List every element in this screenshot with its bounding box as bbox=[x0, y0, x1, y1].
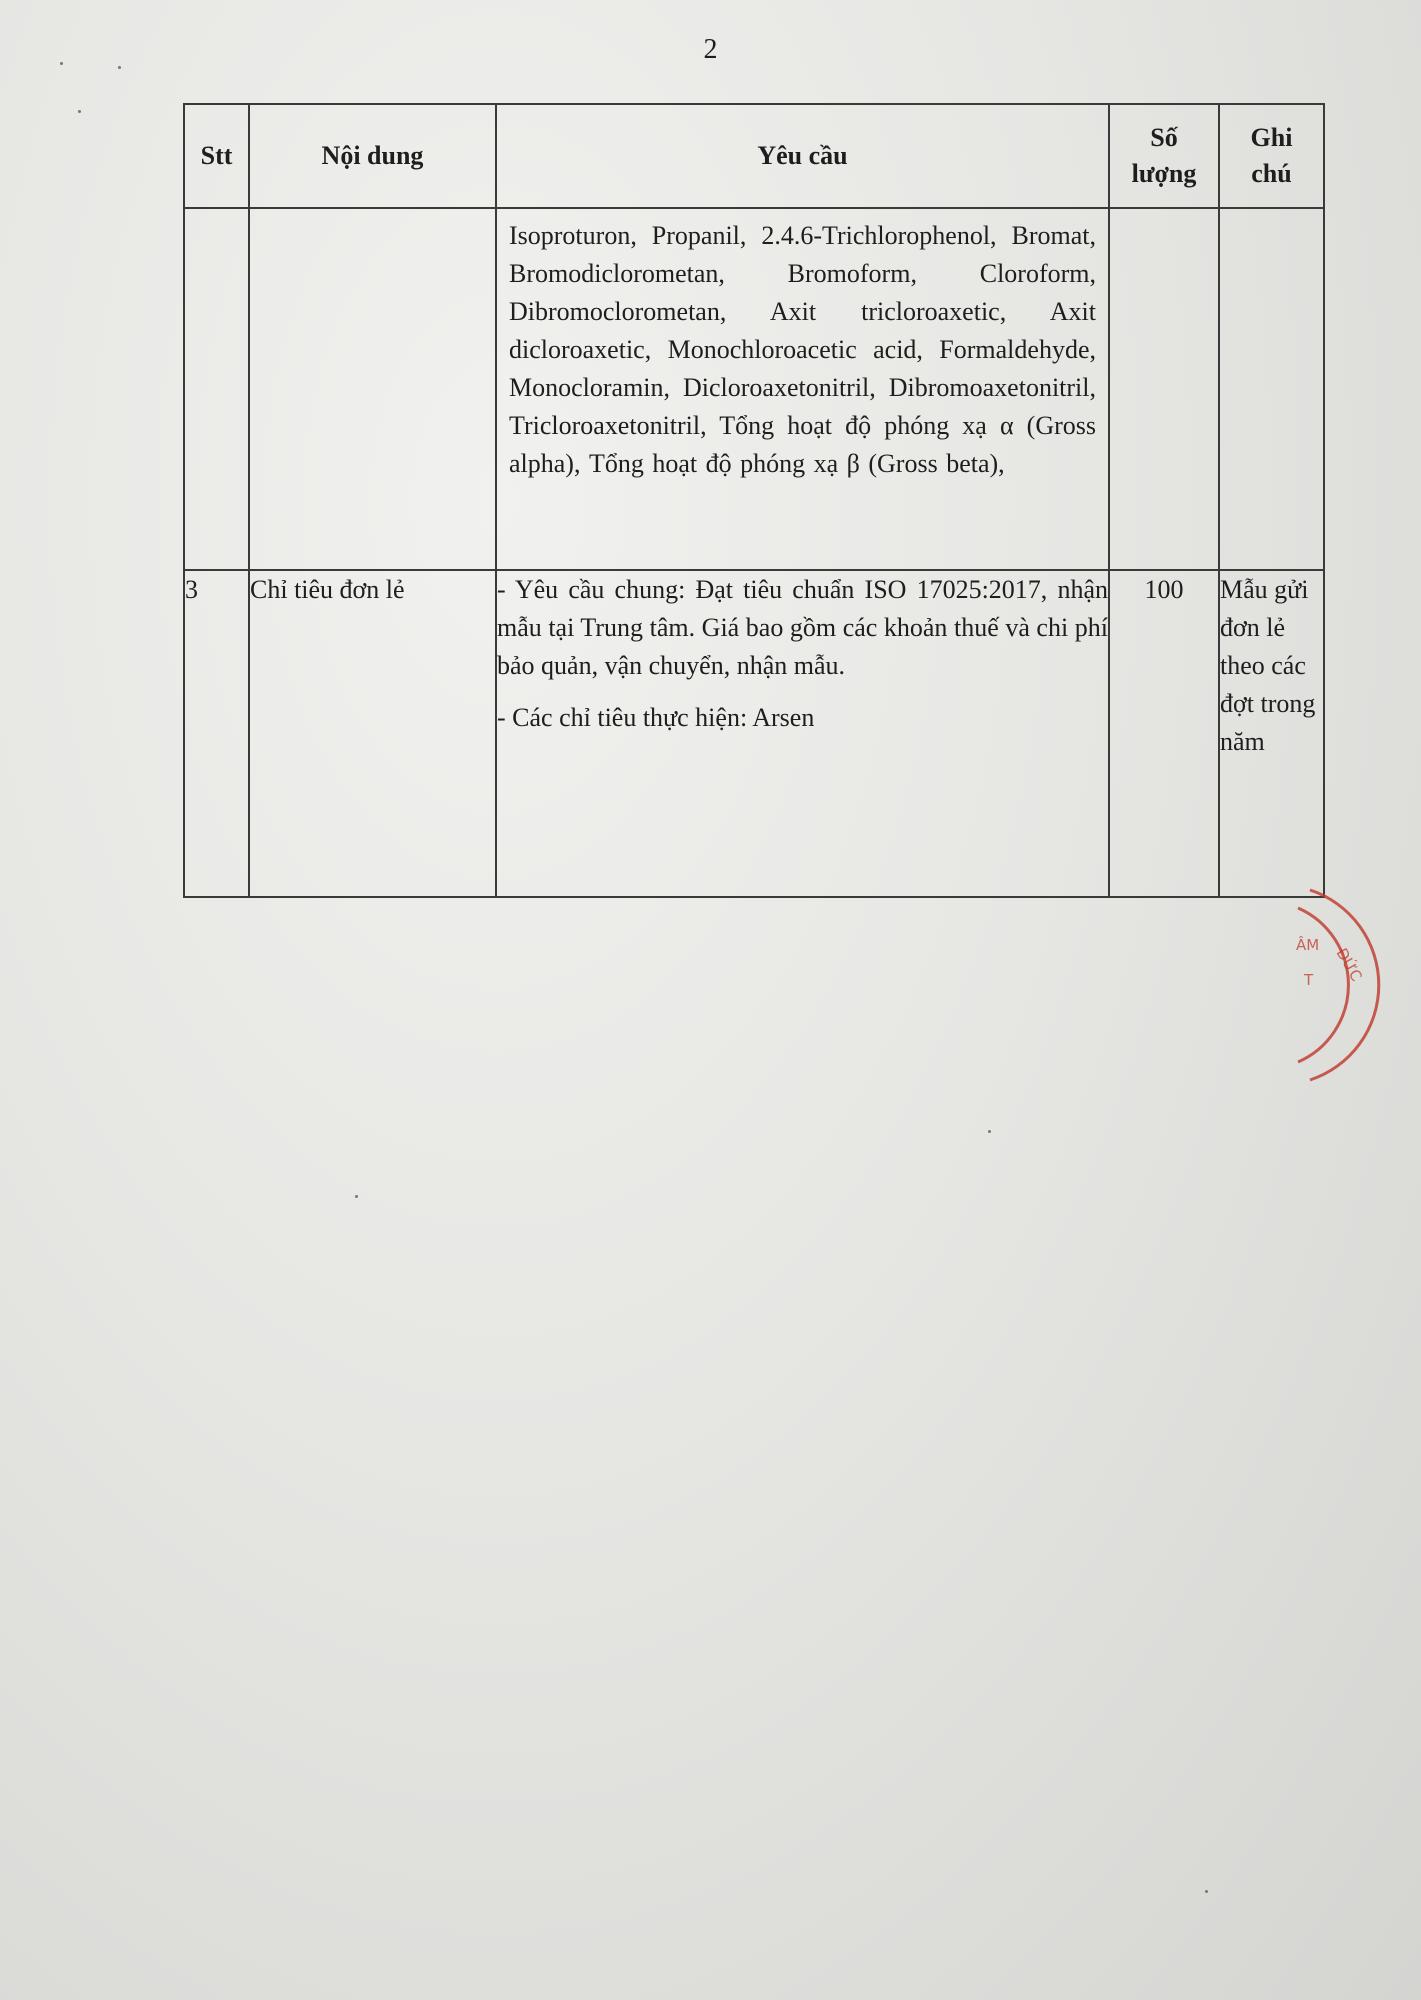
paper-speck bbox=[78, 110, 81, 113]
paper-speck bbox=[118, 66, 121, 69]
requirements-table bbox=[183, 103, 1325, 898]
cell-ghi-chu: Mẫu gửi đơn lẻ theo các đợt trong năm bbox=[1219, 570, 1324, 897]
red-seal-stamp bbox=[1290, 880, 1410, 1090]
yeu-cau-text: Isoproturon, Propanil, 2.4.6-Trichlorophenol, Bromat, Bromodiclorometan, Bromoform, Cloroform, Dibromoclorometan, Axit tricloroaxetic, Axit dicloroaxetic, Monochloroacetic acid, Formaldehyde, Monocloramin, Dicloroaxetonitril, Dibromoaxetonitril, Tricloroaxetonitril, Tổng hoạt độ phóng xạ α (Gross alpha), Tổng hoạt độ phóng xạ β (Gross beta), bbox=[509, 221, 1096, 478]
cell-stt bbox=[184, 208, 249, 570]
cell-ghi-chu bbox=[1219, 208, 1324, 570]
cell-so-luong: 100 bbox=[1109, 570, 1219, 897]
yeu-cau-indicators: - Các chỉ tiêu thực hiện: Arsen bbox=[497, 703, 815, 732]
table-row bbox=[184, 570, 1324, 897]
yeu-cau-general: - Yêu cầu chung: Đạt tiêu chuẩn ISO 17025:2017, nhận mẫu tại Trung tâm. Giá bao gồm các khoản thuế và chi phí bảo quản, vận chuyển, nhận mẫu. bbox=[497, 575, 1108, 680]
svg-text:ĐỨC: ĐỨC bbox=[1332, 945, 1366, 985]
paper-speck bbox=[1205, 1890, 1208, 1893]
header-yeu-cau: Yêu cầu bbox=[496, 104, 1109, 208]
cell-noi-dung bbox=[249, 208, 496, 570]
header-noi-dung: Nội dung bbox=[249, 104, 496, 208]
header-stt: Stt bbox=[184, 104, 249, 208]
cell-yeu-cau bbox=[496, 570, 1109, 897]
paper-speck bbox=[355, 1195, 358, 1198]
table-row bbox=[184, 208, 1324, 570]
cell-noi-dung: Chỉ tiêu đơn lẻ bbox=[249, 570, 496, 897]
cell-stt: 3 bbox=[184, 570, 249, 897]
paper-speck bbox=[988, 1130, 991, 1133]
table-header-row bbox=[184, 104, 1324, 208]
cell-so-luong bbox=[1109, 208, 1219, 570]
paper-speck bbox=[60, 62, 63, 65]
page-number: 2 bbox=[703, 34, 718, 65]
header-ghi-chu: Ghi chú bbox=[1219, 104, 1324, 208]
header-so-luong: Số lượng bbox=[1109, 104, 1219, 208]
svg-text:T: T bbox=[1304, 971, 1314, 989]
svg-text:ÂM: ÂM bbox=[1296, 936, 1320, 954]
cell-yeu-cau bbox=[496, 208, 1109, 570]
